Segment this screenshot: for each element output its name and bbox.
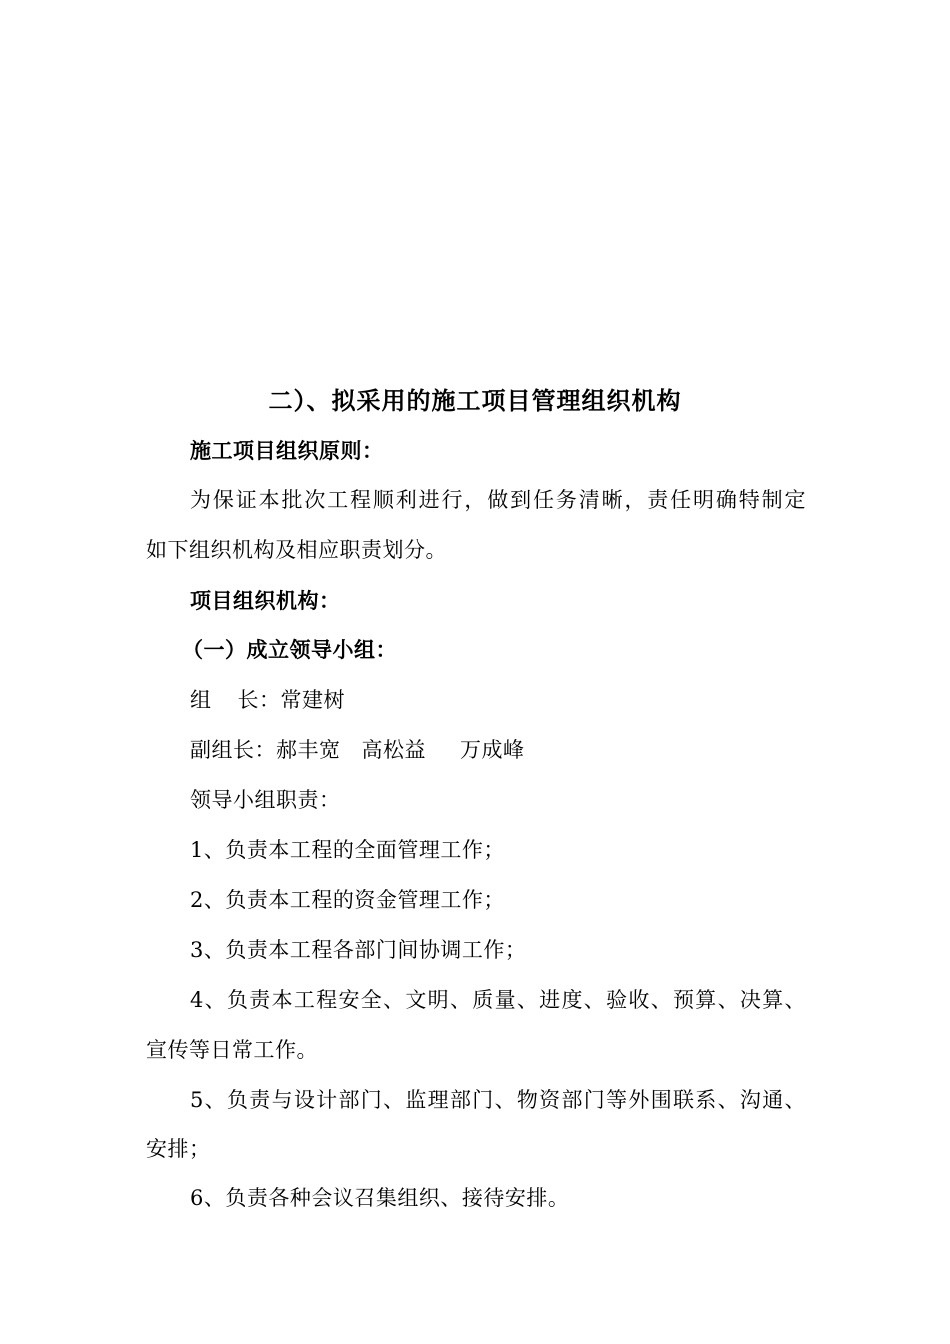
group-heading: （一）成立领导小组： (182, 637, 397, 662)
leader-name: 常建树 (280, 688, 345, 712)
duty-item-1: 1、负责本工程的全面管理工作； (190, 838, 505, 862)
principle-heading: 施工项目组织原则： (190, 438, 384, 463)
document-title: 二）、拟采用的施工项目管理组织机构 (268, 386, 682, 415)
leader-line (190, 686, 345, 714)
deputies-label: 副组长： (190, 738, 276, 762)
duty-item-5-line-1: 5、负责与设计部门、监理部门、物资部门等外围联系、沟通、 (190, 1088, 806, 1112)
deputy-name: 高松益 (361, 738, 426, 762)
duties-heading: 领导小组职责： (190, 788, 341, 812)
duty-item-4-line-1: 4、负责本工程安全、文明、质量、进度、验收、预算、决算、 (190, 988, 806, 1012)
leader-label-char-2: 长： (237, 688, 281, 712)
leader-label-char-1: 组 (190, 688, 212, 712)
duty-item-5-line-2: 安排； (146, 1137, 211, 1161)
deputy-name: 郝丰宽 (276, 738, 341, 762)
duty-item-2: 2、负责本工程的资金管理工作； (190, 888, 505, 912)
duty-item-3: 3、负责本工程各部门间协调工作； (190, 938, 527, 962)
org-heading: 项目组织机构： (190, 588, 341, 613)
principle-text-line-2: 如下组织机构及相应职责划分。 (146, 538, 447, 562)
deputies-line (190, 736, 525, 764)
principle-text-line-1: 为保证本批次工程顺利进行，做到任务清晰，责任明确特制定 (190, 488, 806, 512)
duty-item-4-line-2: 宣传等日常工作。 (146, 1038, 318, 1062)
duty-item-6: 6、负责各种会议召集组织、接待安排。 (190, 1186, 570, 1210)
deputy-name: 万成峰 (460, 738, 525, 762)
